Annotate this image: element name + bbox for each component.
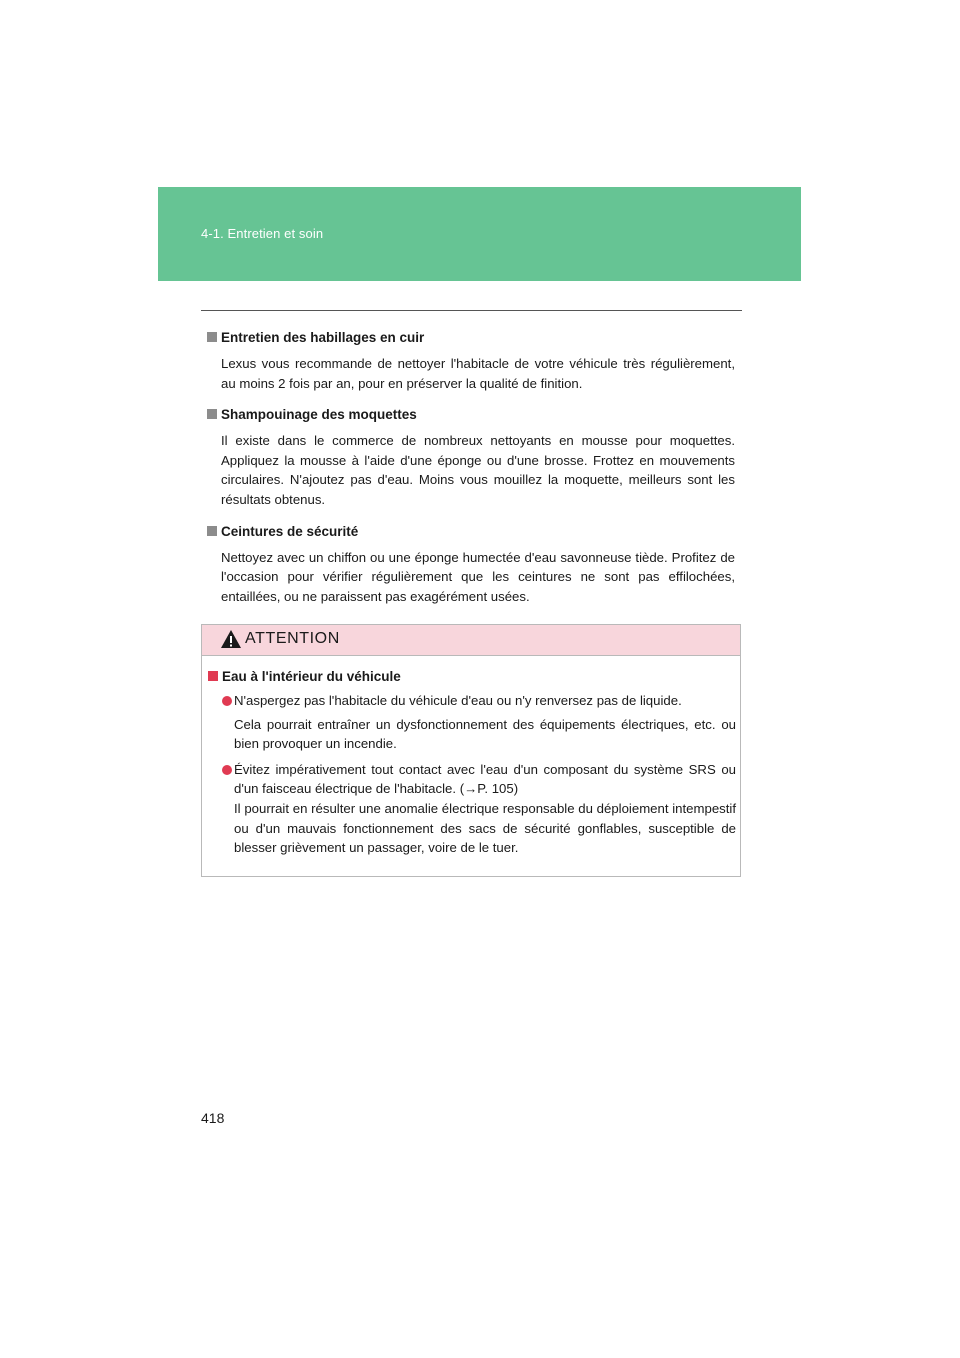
red-dot-bullet-icon bbox=[222, 765, 232, 775]
warning-title: ATTENTION bbox=[245, 630, 340, 647]
subheading-text: Shampouinage des moquettes bbox=[221, 407, 417, 423]
warning-header bbox=[202, 625, 740, 656]
paragraph-carpet: Il existe dans le commerce de nombreux nettoyants en mousse pour moquettes. Appliquez la mousse à l'aide d'une éponge ou d'une brosse. Frottez en mouvements circulaires. N'ajoutez pas d'eau. Moins vous mouillez la moquette, meilleurs sont les résultats obtenus. bbox=[221, 433, 735, 507]
warning-bullet-2 bbox=[208, 760, 736, 799]
page-reference-link[interactable]: →P. 105 bbox=[464, 781, 514, 797]
red-dot-bullet-icon bbox=[222, 696, 232, 706]
square-bullet-icon bbox=[207, 409, 217, 419]
subheading-text: Ceintures de sécurité bbox=[221, 523, 359, 539]
warning-bullet-1-detail: Cela pourrait entraîner un dysfonctionnement des équipements électriques, etc. ou bien provoquer un incendie. bbox=[234, 716, 736, 752]
paragraph-seatbelts: Nettoyez avec un chiffon ou une éponge humectée d'eau savonneuse tiède. Profitez de l'occasion pour vérifier régulièrement que les ceintures ne sont pas effilochées, entaillées, ou ne paraissent pas exagérément usées. bbox=[221, 549, 735, 604]
bullet-text: N'aspergez pas l'habitacle du véhicule d'eau ou n'y renversez pas de liquide. bbox=[234, 693, 682, 708]
warning-bullet-1 bbox=[208, 691, 736, 711]
warning-bullet-2-detail: Il pourrait en résulter une anomalie électrique responsable du déploiement intempestif ou d'un mauvais fonctionnement des sacs de sécurité gonflables, susceptible de blesser grièvement un passager, voire de le tuer. bbox=[234, 800, 736, 856]
subheading-text: Entretien des habillages en cuir bbox=[221, 330, 425, 345]
red-square-bullet-icon bbox=[208, 671, 218, 681]
warning-subheading bbox=[208, 667, 736, 687]
section-header-band bbox=[158, 187, 801, 281]
paragraph-leather: Lexus vous recommande de nettoyer l'habitacle de votre véhicule très régulièrement, au moins 2 fois par an, pour en préserver la qualité de finition. bbox=[221, 356, 735, 391]
divider-rule bbox=[201, 310, 742, 311]
subheading-seatbelts bbox=[207, 522, 735, 542]
subheading-leather bbox=[207, 328, 735, 348]
subheading-carpet bbox=[207, 405, 735, 425]
warning-box bbox=[201, 624, 741, 877]
square-bullet-icon bbox=[207, 526, 217, 536]
square-bullet-icon bbox=[207, 332, 217, 342]
main-content bbox=[207, 328, 735, 618]
section-title: 4-1. Entretien et soin bbox=[201, 226, 324, 241]
warning-triangle-icon bbox=[220, 629, 242, 649]
bullet-text-end: ) bbox=[513, 781, 519, 797]
warning-subheading-text: Eau à l'intérieur du véhicule bbox=[222, 669, 401, 684]
page-number: 418 bbox=[201, 1110, 225, 1126]
bullet-text: Évitez impérativement tout contact avec l'eau d'un composant du système SRS ou d'un faisceau électrique de l'habitacle. ( bbox=[234, 761, 736, 797]
warning-body bbox=[208, 667, 736, 864]
